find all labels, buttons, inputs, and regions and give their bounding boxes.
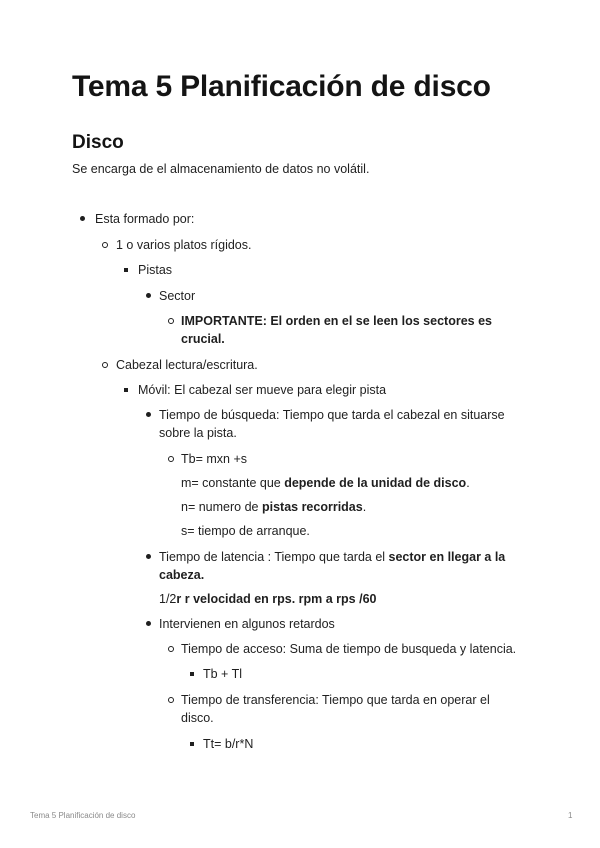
- bullet-disc: [146, 293, 151, 298]
- list-item-cabezal: Cabezal lectura/escritura.: [116, 358, 258, 372]
- latencia-prefix: Tiempo de latencia : Tiempo que tarda el: [159, 550, 389, 564]
- footer-title: Tema 5 Planificación de disco: [30, 811, 136, 820]
- bullet-square: [124, 388, 128, 392]
- list-item-movil: Móvil: El cabezal ser mueve para elegir pista: [138, 383, 387, 397]
- list-item-esta-formado: Esta formado por:: [95, 212, 195, 226]
- definition-m-prefix: m= constante que: [181, 476, 285, 490]
- bullet-circle: [102, 242, 108, 248]
- latencia-bold: sector en llegar a la: [388, 550, 506, 564]
- latencia-bold-cont: cabeza.: [159, 568, 205, 582]
- rps-note: [159, 590, 376, 608]
- definition-n: [181, 498, 366, 516]
- list-item-busqueda: Tiempo de búsqueda: Tiempo que tarda el cabezal en situarse: [159, 408, 505, 422]
- list-item-importante-cont: [181, 330, 225, 348]
- definition-n-suffix: .: [362, 500, 367, 514]
- formula-tt: Tt= b/r*N: [203, 737, 254, 751]
- list-item-pistas: Pistas: [138, 263, 173, 277]
- rps-bold: r r velocidad en rps. rpm a rps /60: [176, 592, 377, 606]
- list-item-retardos: Intervienen en algunos retardos: [159, 617, 335, 631]
- list-item-importante: [181, 312, 492, 330]
- definition-n-prefix: n= numero de: [181, 500, 262, 514]
- importante-text-line1: IMPORTANTE: El orden en el se leen los sectores es: [181, 314, 492, 328]
- definition-s: s= tiempo de arranque.: [181, 524, 310, 538]
- importante-text-line2: crucial.: [181, 332, 225, 346]
- list-item-transferencia-cont: disco.: [181, 711, 214, 725]
- intro-paragraph: Se encarga de el almacenamiento de datos no volátil.: [72, 162, 370, 176]
- bullet-disc: [146, 554, 151, 559]
- bullet-circle: [168, 646, 174, 652]
- formula-tb: Tb= mxn +s: [181, 452, 247, 466]
- definition-m-bold: depende de la unidad de disco: [284, 476, 467, 490]
- bullet-circle: [168, 318, 174, 324]
- bullet-disc: [146, 412, 151, 417]
- bullet-disc: [80, 216, 85, 221]
- bullet-circle: [168, 697, 174, 703]
- list-item-busqueda-cont: sobre la pista.: [159, 426, 237, 440]
- list-item-latencia: [159, 548, 505, 566]
- definition-m: [181, 474, 470, 492]
- definition-m-suffix: .: [466, 476, 470, 490]
- list-item-platos: 1 o varios platos rígidos.: [116, 238, 252, 252]
- definition-n-bold: pistas recorridas: [261, 500, 363, 514]
- rps-prefix: 1/2: [159, 592, 177, 606]
- list-item-sector: Sector: [159, 289, 196, 303]
- bullet-square: [190, 742, 194, 746]
- list-item-latencia-cont: [159, 566, 204, 584]
- footer-page-number: 1: [568, 811, 573, 820]
- formula-tb-tl: Tb + Tl: [203, 667, 243, 681]
- list-item-transferencia: Tiempo de transferencia: Tiempo que tarda en operar el: [181, 693, 490, 707]
- bullet-disc: [146, 621, 151, 626]
- list-item-acceso: Tiempo de acceso: Suma de tiempo de busqueda y latencia.: [181, 642, 517, 656]
- section-heading-disco: Disco: [72, 132, 124, 153]
- bullet-square: [190, 672, 194, 676]
- page-title: Tema 5 Planificación de disco: [72, 70, 491, 103]
- bullet-square: [124, 268, 128, 272]
- bullet-circle: [102, 362, 108, 368]
- bullet-circle: [168, 456, 174, 462]
